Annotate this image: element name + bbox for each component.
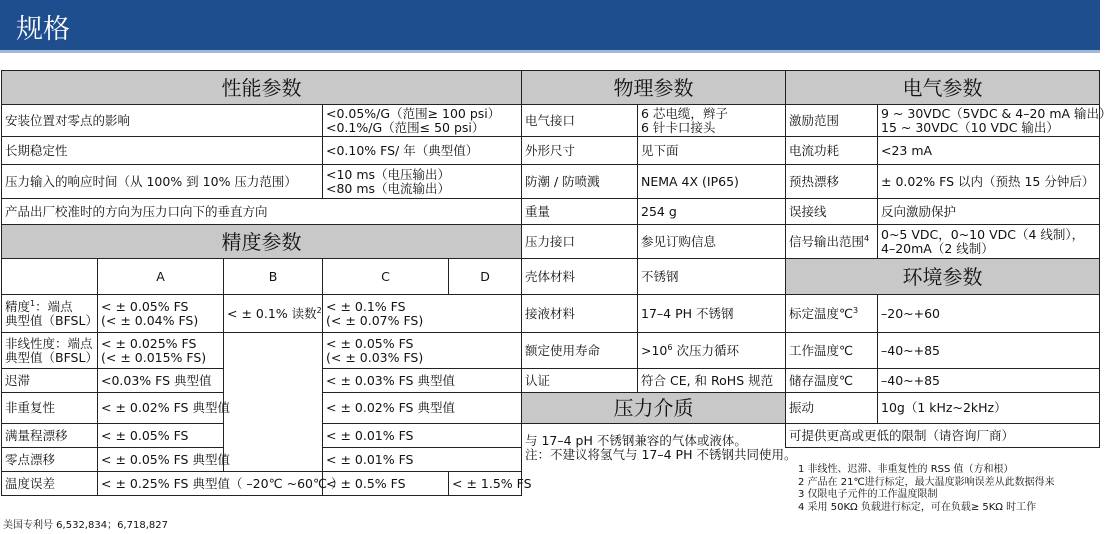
patent-text: 美国专利号 6,532,834；6,718,827: [3, 520, 168, 531]
phys-value: 254 g: [638, 199, 786, 225]
accuracy-header: 精度参数: [2, 225, 522, 259]
elec-label: 电流功耗: [786, 137, 878, 165]
env-value: –20~+60: [878, 295, 1100, 333]
zero-drift-cd: < ± 0.01% FS: [323, 448, 522, 472]
physical-table: [521, 70, 797, 472]
hysteresis-a: <0.03% FS 典型值: [98, 369, 224, 393]
accuracy-cd: < ± 0.1% FS (< ± 0.07% FS): [323, 295, 522, 333]
table-row: [522, 295, 786, 333]
table-row: [2, 199, 522, 225]
footnotes: [798, 464, 1055, 514]
performance-header: 性能参数: [2, 71, 522, 105]
footnote-3: 3 仅限电子元件的工作温度限制: [798, 489, 938, 500]
phys-label: 压力接口: [522, 225, 638, 259]
phys-value: 6 芯电缆，辫子 6 针卡口接头: [638, 105, 786, 137]
phys-label: 壳体材料: [522, 259, 638, 295]
env-value: –40~+85: [878, 333, 1100, 369]
temp-error-ab: < ± 0.25% FS 典型值（ –20℃ ~60℃ ）: [98, 472, 323, 496]
env-footer: 可提供更高或更低的限制（请咨询厂商）: [786, 424, 1100, 448]
footnote-2: 2 产品在 21℃进行标定，最大温度影响误差从此数据得来: [798, 476, 1055, 488]
nonlinearity-label: 非线性度：端点 典型值（BFSL）: [2, 333, 98, 369]
elec-label: 激励范围: [786, 105, 878, 137]
fs-drift-a: < ± 0.05% FS: [98, 424, 224, 448]
elec-label: 误接线: [786, 199, 878, 225]
env-value: 10g（1 kHz~2kHz）: [878, 393, 1100, 424]
accuracy-a: < ± 0.05% FS (< ± 0.04% FS): [98, 295, 224, 333]
col-b: B: [224, 259, 323, 295]
env-label: 标定温度℃$^3$: [786, 295, 878, 333]
table-row: [786, 424, 1100, 448]
table-row: [786, 137, 1100, 165]
zero-drift-a: < ± 0.05% FS 典型值: [98, 448, 224, 472]
nonrepeat-cd: < ± 0.02% FS 典型值: [323, 393, 522, 424]
table-row: [522, 369, 786, 393]
phys-value: 见下面: [638, 137, 786, 165]
physical-header: 物理参数: [522, 71, 786, 105]
table-row: [2, 472, 522, 496]
electrical-table: [785, 70, 1112, 448]
phys-label: 额定使用寿命: [522, 333, 638, 369]
page-title: 规格: [16, 14, 70, 45]
accuracy-label: 精度$^1$：端点 典型值（BFSL）: [2, 295, 98, 333]
table-row: [522, 225, 786, 259]
footnote-1: 1 非线性、迟滞、非重复性的 RSS 值（方和根）: [798, 464, 1014, 475]
table-row: [786, 105, 1100, 137]
footnote-4: 4 采用 50KΩ 负载进行标定，可在负载≥ 5KΩ 时工作: [798, 501, 1037, 513]
zero-drift-label: 零点漂移: [2, 448, 98, 472]
hysteresis-label: 迟滞: [2, 369, 98, 393]
perf-value: <0.10% FS/ 年（典型值）: [323, 137, 522, 165]
phys-value: $>10^6$ 次压力循环: [638, 333, 786, 369]
media-header: 压力介质: [522, 393, 786, 424]
table-row: [522, 199, 786, 225]
nonlinearity-cd: < ± 0.05% FS (< ± 0.03% FS): [323, 333, 522, 369]
table-row: [2, 137, 522, 165]
banner-stripe: [0, 50, 1100, 53]
table-row: [2, 333, 522, 369]
table-row: [522, 165, 786, 199]
table-row: [786, 199, 1100, 225]
perf-value: <10 ms（电压输出） <80 ms（电流输出）: [323, 165, 522, 199]
env-label: 工作温度℃: [786, 333, 878, 369]
elec-value: 反向激励保护: [878, 199, 1100, 225]
table-row: [786, 393, 1100, 424]
temp-error-label: 温度误差: [2, 472, 98, 496]
phys-label: 外形尺寸: [522, 137, 638, 165]
table-row: [786, 369, 1100, 393]
fs-drift-label: 满量程漂移: [2, 424, 98, 448]
phys-value: 17–4 PH 不锈钢: [638, 295, 786, 333]
env-label: 储存温度℃: [786, 369, 878, 393]
phys-label: 重量: [522, 199, 638, 225]
elec-label: 预热漂移: [786, 165, 878, 199]
perf-note: 产品出厂校准时的方向为压力口向下的垂直方向: [2, 199, 522, 225]
col-c: C: [323, 259, 449, 295]
table-row: [522, 333, 786, 369]
performance-accuracy-table: [1, 70, 532, 496]
phys-value: 符合 CE, 和 RoHS 规范: [638, 369, 786, 393]
col-d: D: [449, 259, 522, 295]
table-row: [2, 165, 522, 199]
perf-value: <0.05%/G（范围≥ 100 psi） <0.1%/G（范围≤ 50 psi）: [323, 105, 522, 137]
col-a: A: [98, 259, 224, 295]
perf-label: 压力输入的响应时间（从 100% 到 10% 压力范围）: [2, 165, 323, 199]
env-label: 振动: [786, 393, 878, 424]
phys-value: 参见订购信息: [638, 225, 786, 259]
table-row: [786, 333, 1100, 369]
table-row: [786, 165, 1100, 199]
table-row: [2, 295, 522, 333]
perf-label: 长期稳定性: [2, 137, 323, 165]
table-row: [2, 105, 522, 137]
table-row: [786, 295, 1100, 333]
phys-label: 认证: [522, 369, 638, 393]
title-banner: [0, 0, 1100, 50]
phys-label: 接液材料: [522, 295, 638, 333]
accuracy-b: < ± 0.1% 读数$^2$: [224, 295, 323, 333]
media-row: [522, 424, 786, 472]
elec-value: ± 0.02% FS 以内（预热 15 分钟后）: [878, 165, 1100, 199]
elec-value: 0~5 VDC，0~10 VDC（4 线制）， 4–20mA（2 线制）: [878, 225, 1100, 259]
table-row: [786, 225, 1100, 259]
table-row: [522, 105, 786, 137]
environment-header: 环境参数: [786, 259, 1100, 295]
phys-value: 不锈钢: [638, 259, 786, 295]
env-value: –40~+85: [878, 369, 1100, 393]
phys-label: 防潮 / 防喷溅: [522, 165, 638, 199]
phys-value: NEMA 4X (IP65): [638, 165, 786, 199]
nonrepeat-a: < ± 0.02% FS 典型值: [98, 393, 224, 424]
elec-value: <23 mA: [878, 137, 1100, 165]
electrical-header: 电气参数: [786, 71, 1100, 105]
nonlinearity-a: < ± 0.025% FS (< ± 0.015% FS): [98, 333, 224, 369]
fs-drift-cd: < ± 0.01% FS: [323, 424, 522, 448]
phys-label: 电气接口: [522, 105, 638, 137]
hysteresis-cd: < ± 0.03% FS 典型值: [323, 369, 522, 393]
empty-cell: [2, 259, 98, 295]
table-row: [522, 137, 786, 165]
perf-label: 安装位置对零点的影响: [2, 105, 323, 137]
accuracy-columns-row: [2, 259, 522, 295]
temp-error-d: < ± 1.5% FS: [449, 472, 522, 496]
table-row: [522, 259, 786, 295]
elec-value: 9 ~ 30VDC（5VDC & 4–20 mA 输出） 15 ~ 30VDC（10 VDC 输出）: [878, 105, 1100, 137]
b-merged-empty: [224, 333, 323, 472]
temp-error-c: < ± 0.5% FS: [323, 472, 449, 496]
media-text: 与 17–4 pH 不锈钢兼容的气体或液体。 注：不建议将氢气与 17–4 PH 不锈钢共同使用。: [522, 424, 786, 472]
elec-label: 信号输出范围$^4$: [786, 225, 878, 259]
nonrepeat-label: 非重复性: [2, 393, 98, 424]
